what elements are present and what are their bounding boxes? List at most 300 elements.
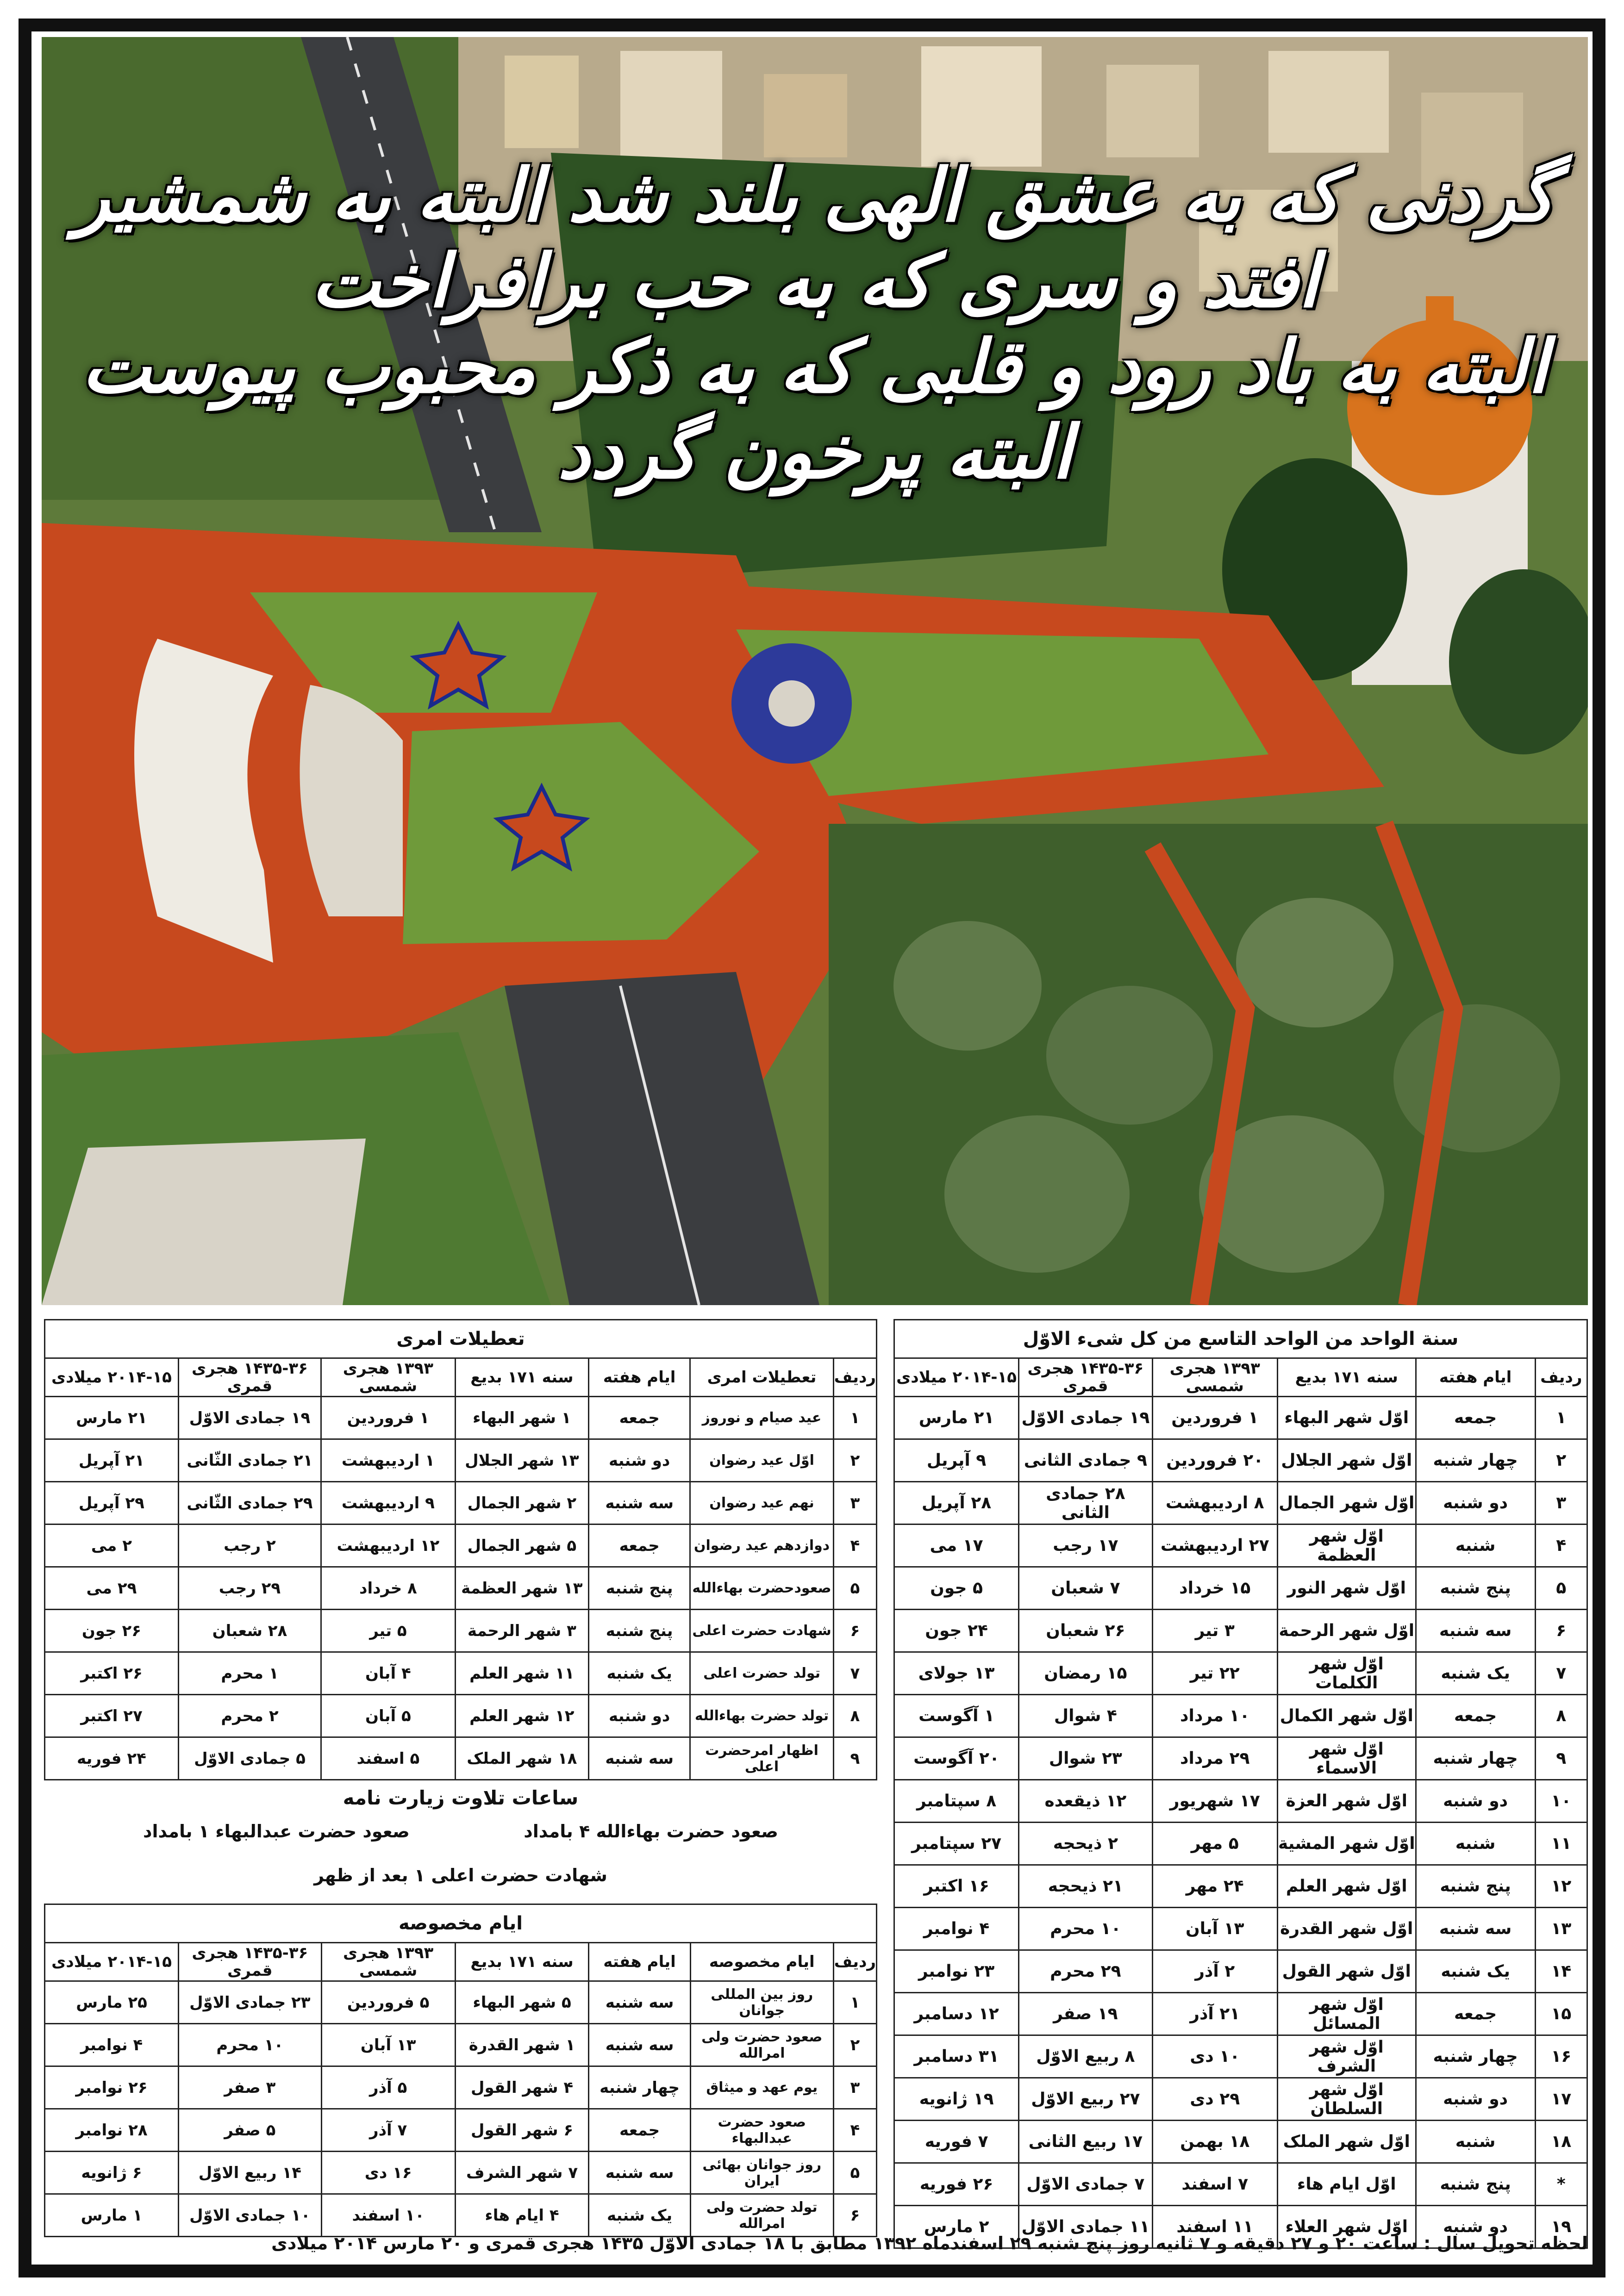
table-cell: ۸ سپتامبر [894,1780,1019,1823]
table-cell: ۱۷ شهریور [1152,1780,1277,1823]
garden-photo [42,37,1588,1305]
table-cell: ۲۸ شعبان [178,1610,321,1652]
header-cell: ۱۳۹۳ هجری شمسی [321,1943,455,1981]
table-cell: ۹ [833,1737,876,1780]
table-cell: ۲۷ اردیبهشت [1152,1524,1277,1567]
tablet-time-bahaullah: صعود حضرت بهاءالله ۴ بامداد [524,1821,779,1842]
table-cell: ۱۱ شهر العلم [455,1652,588,1695]
table-cell: ۵ فروردین [321,1981,455,2024]
table-row [894,1652,1587,1695]
table-row [45,1439,877,1482]
table-cell: ۱۳ [1535,1908,1587,1950]
table-row [45,2109,877,2152]
table-cell: اوّل شهر الشرف [1277,2035,1416,2078]
table-cell: ۲۹ دی [1152,2078,1277,2121]
table-cell: ۸ [1535,1695,1587,1737]
table-row [894,1950,1587,1993]
table-cell: ۴ [1535,1524,1587,1567]
table-cell: ۷ جمادی الاوّل [1019,2163,1152,2206]
tablet-time-abdulbaha: صعود حضرت عبدالبهاء ۱ بامداد [143,1821,410,1842]
table-row [894,1823,1587,1865]
header-cell: ردیف [833,1358,876,1397]
table-cell: ۲۳ نوامبر [894,1950,1019,1993]
table-cell: اوّل ایام هاء [1277,2163,1416,2206]
table-row [894,1567,1587,1610]
table-row [45,1610,877,1652]
table-cell: سه شنبه [589,1737,690,1780]
table-cell: ۱ مارس [45,2194,179,2237]
table-cell: ۵ [833,1567,876,1610]
table-cell: تولد حضرت ولی امرالله [690,2194,833,2237]
table-cell: ۵ تیر [321,1610,456,1652]
table-cell: ۱ اردیبهشت [321,1439,456,1482]
table-cell: ۶ [833,2194,876,2237]
table-cell: دو شنبه [589,1439,690,1482]
table-cell: اظهار امرحضرت اعلی [690,1737,833,1780]
table-cell: ۳ [833,2066,876,2109]
table-row [45,1737,877,1780]
table-cell: ۲ رجب [178,1524,321,1567]
table-cell: اوّل عید رضوان [690,1439,833,1482]
table-cell: ۲ شهر الجمال [455,1482,588,1524]
header-cell: ایام هفته [589,1358,690,1397]
table-row [45,2024,877,2066]
header-cell: ۲۰۱۴-۱۵ میلادی [45,1358,179,1397]
table-cell: اوّل شهر النور [1277,1567,1416,1610]
table-cell: ۳ تیر [1152,1610,1277,1652]
table-cell: سه شنبه [1416,1908,1535,1950]
header-cell: سنه ۱۷۱ بدیع [455,1358,588,1397]
table-cell: ۲۴ جون [894,1610,1019,1652]
table-cell: ۱۷ می [894,1524,1019,1567]
table-cell: ۲ مارس [894,2206,1019,2248]
table-cell: ۱۹ صفر [1019,1993,1152,2035]
table-cell: ۵ [1535,1567,1587,1610]
table-cell: ۲۰ آگوست [894,1737,1019,1780]
header-cell: ۲۰۱۴-۱۵ میلادی [894,1358,1019,1397]
tablet-times-line-2: شهادت حضرت اعلی ۱ بعد از ظهر [314,1865,607,1885]
table-cell: ۱۱ اسفند [1152,2206,1277,2248]
table-cell: ۱۷ رجب [1019,1524,1152,1567]
table-cell: ۱۰ جمادی الاوّل [179,2194,322,2237]
table-cell: ۲۶ نوامبر [45,2066,179,2109]
table-cell: ۵ صفر [179,2109,322,2152]
table-cell: اوّل شهر المشیة [1277,1823,1416,1865]
table-cell: ۲۹ جمادی الثّانی [178,1482,321,1524]
table-cell: ۲ [833,1439,876,1482]
table-cell: ۲۱ جمادی الثّانی [178,1439,321,1482]
table-cell: ۴ [833,1524,876,1567]
table-cell: ۱۰ اسفند [321,2194,455,2237]
table-cell: ۶ [1535,1610,1587,1652]
table-cell: اوّل شهر الاسماء [1277,1737,1416,1780]
tablet-times-line-1 [44,1821,877,1842]
table-cell: ۱ [833,1397,876,1439]
table-cell: ۱۰ محرم [179,2024,322,2066]
table-cell: ۱ فروردین [1152,1397,1277,1439]
table-cell: ۴ ایام هاء [455,2194,589,2237]
table-cell: ۲۷ ربیع الاوّل [1019,2078,1152,2121]
special-days-header-row [45,1943,877,1981]
table-cell: ۷ [833,1652,876,1695]
table-cell: ۳۱ دسامبر [894,2035,1019,2078]
table-cell: اوّل شهر القول [1277,1950,1416,1993]
tablet-times-title: ساعات تلاوت زیارت نامه [343,1786,579,1809]
table-cell: اوّل شهر المسائل [1277,1993,1416,2035]
table-cell: دو شنبه [1416,2078,1535,2121]
table-cell: ۱۳ جولای [894,1652,1019,1695]
table-cell: دو شنبه [589,1695,690,1737]
holy-days-caption-row [45,1320,877,1358]
table-cell: ۱۸ بهمن [1152,2121,1277,2163]
table-cell: ۱ [833,1981,876,2024]
table-cell: ۱۸ [1535,2121,1587,2163]
table-cell: ۲۱ آپریل [45,1439,179,1482]
table-cell: سه شنبه [589,1482,690,1524]
table-cell: ۱۲ اردیبهشت [321,1524,456,1567]
table-cell: دو شنبه [1416,1482,1535,1524]
table-cell: سه شنبه [589,1981,691,2024]
table-cell: روز بین المللی جوانان [690,1981,833,2024]
table-cell: ۲ آذر [1152,1950,1277,1993]
table-cell: ۲۷ سپتامبر [894,1823,1019,1865]
table-row [894,1524,1587,1567]
table-cell: ۴ [833,2109,876,2152]
table-cell: سه شنبه [1416,1610,1535,1652]
table-cell: ۶ شهر القول [455,2109,589,2152]
table-cell: چهار شنبه [1416,1737,1535,1780]
table-cell: ۹ آپریل [894,1439,1019,1482]
table-cell: اوّل شهر الکلمات [1277,1652,1416,1695]
table-cell: ۹ جمادی الثانی [1019,1439,1152,1482]
table-row [45,1695,877,1737]
table-cell: اوّل شهر العلاء [1277,2206,1416,2248]
table-cell: ۱ محرم [178,1652,321,1695]
months-table-header-row [894,1358,1587,1397]
table-cell: ۵ اسفند [321,1737,456,1780]
special-days-caption-row [45,1904,877,1943]
table-cell: پنج شنبه [1416,2163,1535,2206]
holy-days-table [44,1319,877,1780]
table-cell: ۲۱ آذر [1152,1993,1277,2035]
header-cell: ایام مخصوصه [690,1943,833,1981]
table-cell: یک شنبه [589,1652,690,1695]
table-cell: عید صیام و نوروز [690,1397,833,1439]
table-row [894,1737,1587,1780]
table-cell: جمعه [589,2109,691,2152]
table-cell: ۸ ربیع الاوّل [1019,2035,1152,2078]
table-cell: ۷ آذر [321,2109,455,2152]
table-cell: اوّل شهر العلم [1277,1865,1416,1908]
table-row [894,1610,1587,1652]
table-cell: ۱۶ اکتبر [894,1865,1019,1908]
special-days-table [44,1904,877,2237]
table-row [45,1567,877,1610]
table-cell: دو شنبه [1416,2206,1535,2248]
table-cell: ۲۱ مارس [45,1397,179,1439]
table-cell: ۱۹ ژانویه [894,2078,1019,2121]
table-cell: ۵ آبان [321,1695,456,1737]
table-cell: سه شنبه [589,2024,691,2066]
table-cell: ۵ شهر الجمال [455,1524,588,1567]
table-cell: اوّل شهر الرحمة [1277,1610,1416,1652]
table-cell: ۲۸ نوامبر [45,2109,179,2152]
table-row [45,2066,877,2109]
table-cell: ۴ شوال [1019,1695,1152,1737]
table-cell: شنبه [1416,1823,1535,1865]
table-cell: ۲۹ محرم [1019,1950,1152,1993]
table-row [894,1993,1587,2035]
table-cell: اوّل شهر الجلال [1277,1439,1416,1482]
table-cell: ۷ اسفند [1152,2163,1277,2206]
table-cell: ۱۲ ذیقعده [1019,1780,1152,1823]
table-cell: ۱۴ [1535,1950,1587,1993]
table-cell: صعود حضرت ولی امرالله [690,2024,833,2066]
table-cell: ۹ اردیبهشت [321,1482,456,1524]
table-cell: ۱۹ جمادی الاوّل [1019,1397,1152,1439]
table-cell: ۱۵ رمضان [1019,1652,1152,1695]
table-cell: ۲۸ آپریل [894,1482,1019,1524]
table-row [894,1908,1587,1950]
header-cell: ۱۴۳۵-۳۶ هجری قمری [1019,1358,1152,1397]
table-cell: ۱ شهر البهاء [455,1397,588,1439]
table-row [45,1981,877,2024]
table-row [894,1780,1587,1823]
table-cell: ۲۳ جمادی الاوّل [179,1981,322,2024]
table-cell: تولد حضرت بهاءالله [690,1695,833,1737]
table-cell: ۲۶ شعبان [1019,1610,1152,1652]
header-cell: ۱۳۹۳ هجری شمسی [1152,1358,1277,1397]
table-row [45,1524,877,1567]
table-cell: ۲۹ می [45,1567,179,1610]
table-cell: ۱۲ دسامبر [894,1993,1019,2035]
header-cell: ۲۰۱۴-۱۵ میلادی [45,1943,179,1981]
table-cell: پنج شنبه [589,1610,690,1652]
table-cell: ۷ شهر الشرف [455,2152,589,2194]
table-cell: ۱۷ ربیع الثانی [1019,2121,1152,2163]
table-cell: ۱۶ [1535,2035,1587,2078]
table-cell: اوّل شهر العزة [1277,1780,1416,1823]
table-cell: ۱۱ جمادی الاوّل [1019,2206,1152,2248]
header-cell: ایام هفته [589,1943,691,1981]
table-row [894,1865,1587,1908]
table-cell: ۲۴ فوریه [45,1737,179,1780]
table-cell: دو شنبه [1416,1780,1535,1823]
table-cell: ۵ جون [894,1567,1019,1610]
table-cell: ۲۹ رجب [178,1567,321,1610]
table-cell: ۲۸ جمادی الثانی [1019,1482,1152,1524]
table-cell: ۱۱ [1535,1823,1587,1865]
table-cell: ۱۹ [1535,2206,1587,2248]
table-cell: ۱۰ محرم [1019,1908,1152,1950]
table-cell: ۷ شعبان [1019,1567,1152,1610]
table-cell: * [1535,2163,1587,2206]
table-row [894,2121,1587,2163]
table-cell: شهادت حضرت اعلی [690,1610,833,1652]
table-cell: ۵ آذر [321,2066,455,2109]
table-cell: ۱۳ شهر الجلال [455,1439,588,1482]
table-row [45,1652,877,1695]
table-cell: ۸ [833,1695,876,1737]
table-cell: ۲۶ اکتبر [45,1652,179,1695]
table-cell: ۹ [1535,1737,1587,1780]
table-cell: ۲۴ مهر [1152,1865,1277,1908]
table-cell: ۱۳ شهر العظمة [455,1567,588,1610]
table-cell: ۵ مهر [1152,1823,1277,1865]
table-cell: ۱ آگوست [894,1695,1019,1737]
table-cell: ۲۶ فوریه [894,2163,1019,2206]
table-cell: پنج شنبه [1416,1865,1535,1908]
table-cell: ۳ [833,1482,876,1524]
table-cell: ۱ فروردین [321,1397,456,1439]
table-cell: اوّل شهر البهاء [1277,1397,1416,1439]
months-table-caption-row [894,1320,1587,1358]
header-cell: ۱۴۳۵-۳۶ هجری قمری [178,1358,321,1397]
table-cell: ۲۳ شوال [1019,1737,1152,1780]
header-cell: سنه ۱۷۱ بدیع [455,1943,589,1981]
holy-days-header-row [45,1358,877,1397]
table-cell: ۲ [1535,1439,1587,1482]
table-cell: ۲۶ جون [45,1610,179,1652]
table-cell: ۱۰ مرداد [1152,1695,1277,1737]
table-cell: ۲۹ مرداد [1152,1737,1277,1780]
table-cell: اوّل شهر العظمة [1277,1524,1416,1567]
table-cell: اوّل شهر الکمال [1277,1695,1416,1737]
table-row [45,1397,877,1439]
table-cell: جمعه [1416,1695,1535,1737]
table-row [894,1439,1587,1482]
table-cell: یوم عهد و میثاق [690,2066,833,2109]
table-cell: ۱۲ شهر العلم [455,1695,588,1737]
table-cell: ۱۲ [1535,1865,1587,1908]
table-cell: ۷ [1535,1652,1587,1695]
table-cell: ۴ نوامبر [894,1908,1019,1950]
table-cell: نهم عید رضوان [690,1482,833,1524]
table-cell: یک شنبه [1416,1950,1535,1993]
table-cell: صعودحضرت بهاءالله [690,1567,833,1610]
table-cell: ۲۹ آپریل [45,1482,179,1524]
new-year-moment-note: لحظه تحویل سال : ساعت ۲۰ و ۲۷ دقیقه و ۷ ثانیه روز پنج شنبه ۲۹ اسفندماه ۱۳۹۲ مطابق با ۱۸ جمادی الاوّل ۱۴۳۵ هجری قمری و ۲۰ مارس ۲۰۱۴ میلادی [271,2233,1588,2253]
header-cell: ۱۳۹۳ هجری شمسی [321,1358,456,1397]
table-row [45,2152,877,2194]
table-cell: ۲۰ فروردین [1152,1439,1277,1482]
table-cell: جمعه [1416,1993,1535,2035]
table-cell: اوّل شهر الجمال [1277,1482,1416,1524]
table-cell: ۱۴ ربیع الاوّل [179,2152,322,2194]
table-cell: چهار شنبه [589,2066,691,2109]
table-cell: اوّل شهر القدرة [1277,1908,1416,1950]
table-cell: اوّل شهر الملک [1277,2121,1416,2163]
table-row [894,2078,1587,2121]
verse-line-1: گردنی که به عشق الهی بلند شد البته به شمشیر افتد و سری که به حب برافراخت [74,153,1555,324]
table-cell: ۶ [833,1610,876,1652]
header-cell: سنه ۱۷۱ بدیع [1277,1358,1416,1397]
table-cell: ۱۶ دی [321,2152,455,2194]
table-row [894,2163,1587,2206]
table-cell: ۱ شهر القدرة [455,2024,589,2066]
table-cell: چهار شنبه [1416,2035,1535,2078]
table-cell: ۵ جمادی الاوّل [178,1737,321,1780]
table-cell: ۲ محرم [178,1695,321,1737]
table-cell: ۱۷ [1535,2078,1587,2121]
table-row [894,1482,1587,1524]
table-cell: دوازدهم عید رضوان [690,1524,833,1567]
table-cell: جمعه [1416,1397,1535,1439]
header-cell: تعطیلات امری [690,1358,833,1397]
table-cell: ۵ شهر البهاء [455,1981,589,2024]
table-row [45,1482,877,1524]
table-cell: ۷ فوریه [894,2121,1019,2163]
verse-line-2: البته به باد رود و قلبی که به ذکر محبوب پیوست البته پرخون گردد [81,324,1548,495]
table-cell: ۲۱ مارس [894,1397,1019,1439]
table-cell: ۲ ذیحجه [1019,1823,1152,1865]
table-cell: ۱۵ [1535,1993,1587,2035]
table-cell: یک شنبه [1416,1652,1535,1695]
table-cell: ۱۳ آبان [1152,1908,1277,1950]
table-cell: ۱۸ شهر الملک [455,1737,588,1780]
table-cell: سه شنبه [589,2152,691,2194]
table-row [45,2194,877,2237]
table-cell: ۱۹ جمادی الاوّل [178,1397,321,1439]
table-cell: ۱۳ آبان [321,2024,455,2066]
table-cell: ۸ اردیبهشت [1152,1482,1277,1524]
header-cell: ردیف [833,1943,876,1981]
table-cell: جمعه [589,1524,690,1567]
table-cell: صعود حضرت عبدالبهاء [690,2109,833,2152]
table-cell: ۲ [833,2024,876,2066]
holy-days-title: تعطیلات امری [45,1320,877,1358]
table-cell: پنج شنبه [589,1567,690,1610]
header-cell: ردیف [1535,1358,1587,1397]
table-cell: پنج شنبه [1416,1567,1535,1610]
table-cell: ۱۵ خرداد [1152,1567,1277,1610]
table-cell: روز جوانان بهائی ایران [690,2152,833,2194]
table-cell: تولد حضرت اعلی [690,1652,833,1695]
table-cell: ۳ شهر الرحمة [455,1610,588,1652]
table-cell: ۲ می [45,1524,179,1567]
table-cell: اوّل شهر السلطان [1277,2078,1416,2121]
table-cell: ۴ نوامبر [45,2024,179,2066]
table-cell: ۵ [833,2152,876,2194]
table-row [894,1397,1587,1439]
table-cell: ۱۰ دی [1152,2035,1277,2078]
table-cell: ۱۰ [1535,1780,1587,1823]
special-days-title: ایام مخصوصه [45,1904,877,1943]
table-cell: چهار شنبه [1416,1439,1535,1482]
table-cell: ۸ خرداد [321,1567,456,1610]
table-cell: ۲۵ مارس [45,1981,179,2024]
header-cell: ۱۴۳۵-۳۶ هجری قمری [179,1943,322,1981]
months-table [893,1319,1588,2249]
table-cell: ۳ صفر [179,2066,322,2109]
table-cell: ۲۲ تیر [1152,1652,1277,1695]
table-row [894,2035,1587,2078]
table-cell: یک شنبه [589,2194,691,2237]
table-cell: شنبه [1416,1524,1535,1567]
table-cell: ۴ آبان [321,1652,456,1695]
header-cell: ایام هفته [1416,1358,1535,1397]
table-cell: ۲۱ ذیحجه [1019,1865,1152,1908]
table-cell: جمعه [589,1397,690,1439]
table-cell: شنبه [1416,2121,1535,2163]
table-cell: ۲۷ اکتبر [45,1695,179,1737]
months-table-title: سنة الواحد من الواحد التاسع من کل شیء الاوّل [894,1320,1587,1358]
table-cell: ۱ [1535,1397,1587,1439]
table-cell: ۴ شهر القول [455,2066,589,2109]
table-cell: ۳ [1535,1482,1587,1524]
table-row [894,1695,1587,1737]
table-cell: ۶ ژانویه [45,2152,179,2194]
